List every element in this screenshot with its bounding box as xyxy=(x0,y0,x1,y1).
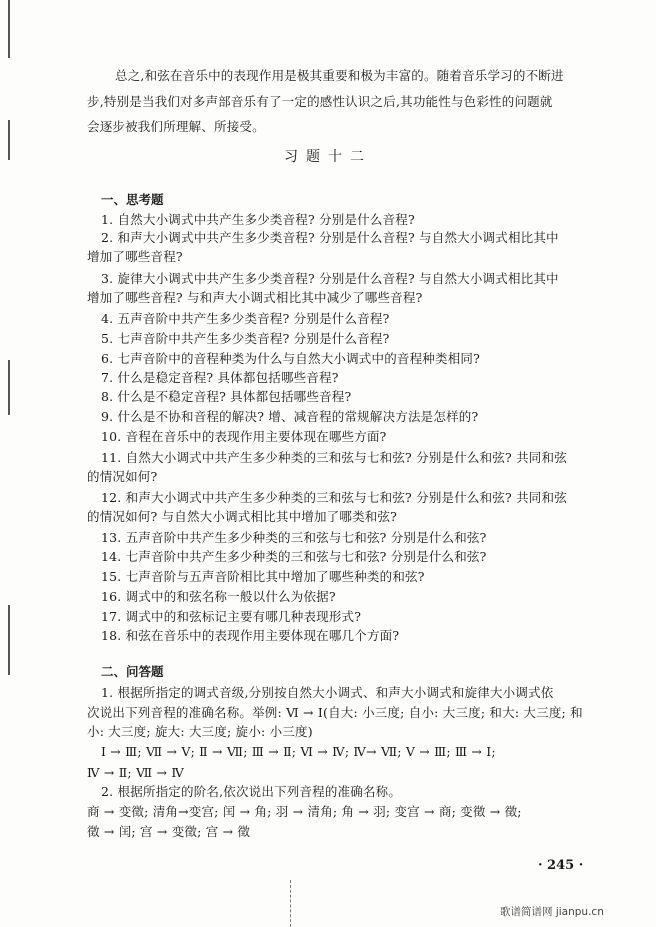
s2-line-8: 徵 → 闰; 宫 → 变徵; 宫 → 徵 xyxy=(87,824,251,839)
s1-line-8: 6. 七声音阶中的音程种类为什么与自然大小调式中的音程种类相同? xyxy=(101,351,481,366)
section2-heading: 二、问答题 xyxy=(101,664,164,679)
intro-line-2: 步,特别是当我们对多声部音乐有了一定的感性认识之后,其功能性与色彩性的问题就 xyxy=(87,94,553,109)
s1-line-20: 16. 调式中的和弦名称一般以什么为依据? xyxy=(101,589,336,604)
page-number: · 245 · xyxy=(538,858,584,873)
binding-mark-top xyxy=(8,0,10,58)
s1-line-17: 13. 五声音阶中共产生多少种类的三和弦与七和弦? 分别是什么和弦? xyxy=(101,530,487,545)
s1-line-15: 12. 和声大小调式中共产生多少种类的三和弦与七和弦? 分别是什么和弦? 共同和弦 xyxy=(101,490,567,505)
s1-line-18: 14. 七声音阶中共产生多少种类的三和弦与七和弦? 分别是什么和弦? xyxy=(101,549,487,564)
section1-heading: 一、思考题 xyxy=(101,192,164,207)
exercise-title: 习题十二 xyxy=(284,149,372,165)
s1-line-16: 的情况如何? 与自然大小调式相比其中增加了哪类和弦? xyxy=(87,509,398,524)
intro-line-1: 总之,和弦在音乐中的表现作用是极其重要和极为丰富的。随着音乐学习的不断进 xyxy=(115,68,564,83)
s1-line-7: 5. 七声音阶中共产生多少类音程? 分别是什么音程? xyxy=(101,331,390,346)
s1-line-5: 增加了哪些音程? 与和声大小调式相比其中减少了哪些音程? xyxy=(87,290,423,305)
s1-line-1: 1. 自然大小调式中共产生多少类音程? 分别是什么音程? xyxy=(101,212,415,227)
s1-line-2: 2. 和声大小调式中共产生多少类音程? 分别是什么音程? 与自然大小调式相比其中 xyxy=(101,230,559,245)
binding-mark-middle xyxy=(8,360,10,415)
s1-line-14: 的情况如何? xyxy=(87,469,158,484)
s1-line-10: 8. 什么是不稳定音程? 具体都包括哪些音程? xyxy=(101,389,352,404)
s2-line-5: Ⅳ → Ⅱ; Ⅶ → Ⅳ xyxy=(87,765,185,780)
s1-line-21: 17. 调式中的和弦标记主要有哪几种表现形式? xyxy=(101,609,362,624)
s1-line-13: 11. 自然大小调式中共产生多少种类的三和弦与七和弦? 分别是什么和弦? 共同和弦 xyxy=(101,450,567,465)
s2-line-4: Ⅰ → Ⅲ; Ⅶ → Ⅴ; Ⅱ → Ⅶ; Ⅲ → Ⅱ; Ⅵ → Ⅳ; Ⅳ→ Ⅶ; Ⅴ → Ⅲ; Ⅲ → Ⅰ; xyxy=(101,744,496,759)
s1-line-9: 7. 什么是稳定音程? 具体都包括哪些音程? xyxy=(101,370,339,385)
s1-line-19: 15. 七声音阶与五声音阶相比其中增加了哪些种类的和弦? xyxy=(101,569,425,584)
site-watermark: 歌谱简谱网 jianpu.cn xyxy=(500,906,604,918)
scan-fold-mark xyxy=(290,880,292,927)
s2-line-7: 商 → 变徵; 清角→变宫; 闰 → 角; 羽 → 清角; 角 → 羽; 变宫 → 商; 变徵 → 徵; xyxy=(87,804,522,819)
s2-line-3: 小: 大三度; 旋大: 大三度; 旋小: 小三度) xyxy=(87,724,313,739)
s1-line-11: 9. 什么是不协和音程的解决? 增、减音程的常规解决方法是怎样的? xyxy=(101,409,479,424)
s1-line-6: 4. 五声音阶中共产生多少类音程? 分别是什么音程? xyxy=(101,311,390,326)
s2-line-1: 1. 根据所指定的调式音级,分别按自然大小调式、和声大小调式和旋律大小调式依 xyxy=(101,685,554,700)
s1-line-22: 18. 和弦在音乐中的表现作用主要体现在哪几个方面? xyxy=(101,628,400,643)
binding-mark-lower xyxy=(8,605,10,675)
s1-line-4: 3. 旋律大小调式中共产生多少类音程? 分别是什么音程? 与自然大小调式相比其中 xyxy=(101,271,559,286)
s1-line-12: 10. 音程在音乐中的表现作用主要体现在哪些方面? xyxy=(101,429,387,444)
s1-line-3: 增加了哪些音程? xyxy=(87,249,183,264)
s2-line-2: 次说出下列音程的准确名称。举例: Ⅵ → Ⅰ(自大: 小三度; 自小: 大三度; 和大: 大三度; 和 xyxy=(87,705,583,720)
intro-line-3: 会逐步被我们所理解、所接受。 xyxy=(87,119,265,134)
s2-line-6: 2. 根据所指定的阶名,依次说出下列音程的准确名称。 xyxy=(101,784,402,799)
